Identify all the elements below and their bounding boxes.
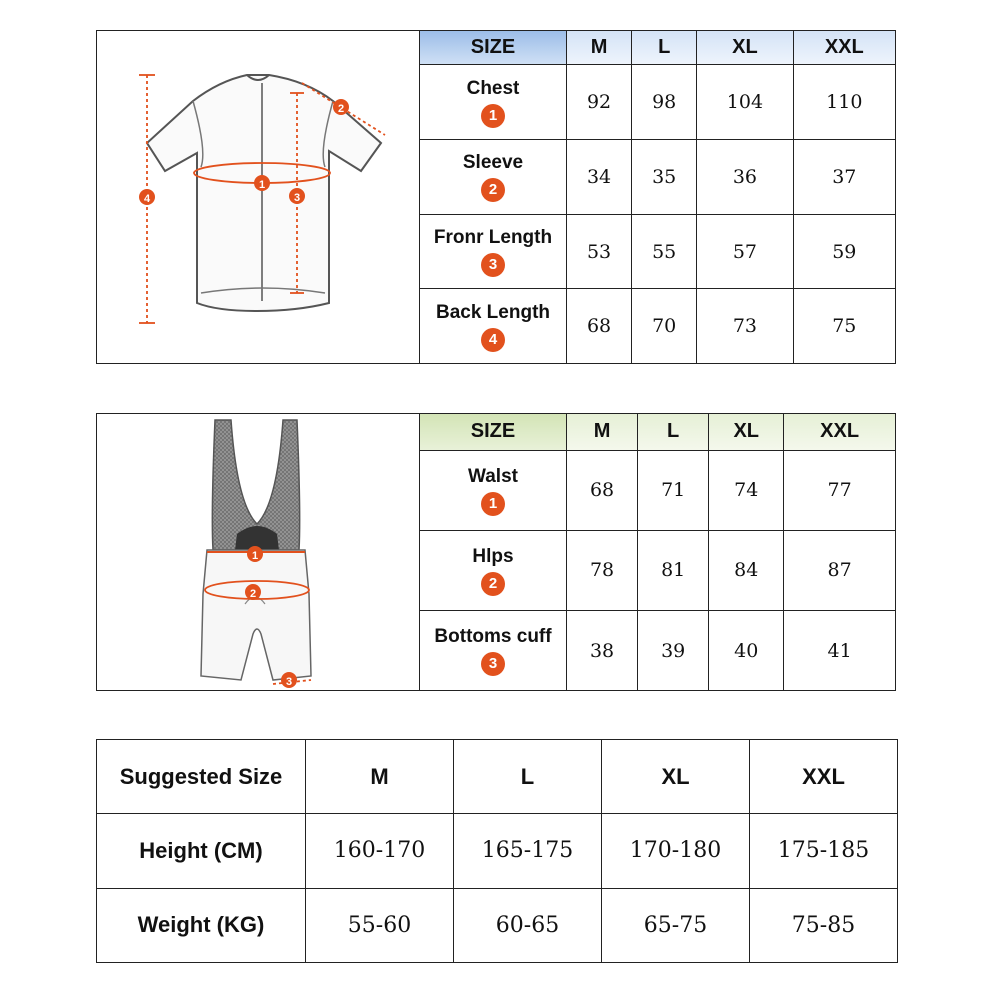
- number-badge: 4: [481, 328, 505, 352]
- table-header-row: [420, 31, 895, 65]
- suggested-size-table: [96, 739, 898, 963]
- row-label-cell: [420, 530, 567, 610]
- value-cell: 71: [638, 450, 709, 530]
- jersey-size-panel: [96, 30, 896, 364]
- value-cell: 84: [709, 530, 784, 610]
- value-cell: 38: [567, 611, 638, 690]
- value-cell: 81: [638, 530, 709, 610]
- value-cell: 165-175: [454, 814, 602, 888]
- size-col-m: M: [567, 414, 638, 450]
- bib-size-table: [420, 414, 895, 690]
- measure-label: Walst: [468, 465, 518, 487]
- value-cell: 77: [784, 450, 895, 530]
- value-cell: 35: [632, 140, 697, 215]
- value-cell: 55: [632, 214, 697, 289]
- value-cell: 37: [793, 140, 895, 215]
- height-label: Height (CM): [97, 814, 306, 888]
- value-cell: 74: [709, 450, 784, 530]
- size-col-l: L: [638, 414, 709, 450]
- size-col-xxl: XXL: [784, 414, 895, 450]
- value-cell: 36: [697, 140, 793, 215]
- size-col-xxl: XXL: [793, 31, 895, 65]
- weight-label: Weight (KG): [97, 888, 306, 962]
- svg-text:2: 2: [337, 103, 345, 115]
- svg-text:3: 3: [285, 676, 293, 688]
- measure-label: Hlps: [472, 545, 514, 567]
- value-cell: 70: [632, 289, 697, 363]
- table-row: [420, 214, 895, 289]
- value-cell: 110: [793, 65, 895, 140]
- number-badge: 1: [481, 104, 505, 128]
- svg-text:1: 1: [258, 179, 266, 191]
- row-label-cell: [420, 611, 567, 690]
- value-cell: 68: [567, 289, 632, 363]
- row-label-cell: [420, 289, 567, 363]
- measure-label: Fronr Length: [433, 227, 553, 249]
- value-cell: 57: [697, 214, 793, 289]
- suggested-size-header: Suggested Size: [97, 740, 306, 814]
- row-label-cell: [420, 450, 567, 530]
- size-col-m: M: [306, 740, 454, 814]
- jersey-illustration: [97, 31, 420, 363]
- value-cell: 73: [697, 289, 793, 363]
- value-cell: 60-65: [454, 888, 602, 962]
- jersey-size-table: [420, 31, 895, 363]
- number-badge: 3: [481, 253, 505, 277]
- size-col-xxl: XXL: [750, 740, 898, 814]
- value-cell: 53: [567, 214, 632, 289]
- size-col-xl: XL: [709, 414, 784, 450]
- value-cell: 175-185: [750, 814, 898, 888]
- size-col-m: M: [567, 31, 632, 65]
- value-cell: 41: [784, 611, 895, 690]
- size-col-l: L: [632, 31, 697, 65]
- table-row: [97, 814, 898, 888]
- size-header: SIZE: [420, 31, 567, 65]
- number-badge: 2: [481, 178, 505, 202]
- size-col-xl: XL: [602, 740, 750, 814]
- value-cell: 104: [697, 65, 793, 140]
- bib-diagram: [97, 414, 419, 690]
- row-label-cell: [420, 65, 567, 140]
- table-row: [420, 611, 895, 690]
- value-cell: 78: [567, 530, 638, 610]
- value-cell: 75: [793, 289, 895, 363]
- table-row: [420, 530, 895, 610]
- jersey-diagram: [97, 31, 419, 363]
- measure-label: Back Length: [435, 301, 551, 323]
- value-cell: 39: [638, 611, 709, 690]
- number-badge: 1: [481, 492, 505, 516]
- size-col-l: L: [454, 740, 602, 814]
- svg-text:1: 1: [251, 550, 259, 562]
- measure-label: Bottoms cuff: [434, 626, 552, 648]
- table-row: [420, 450, 895, 530]
- value-cell: 40: [709, 611, 784, 690]
- value-cell: 55-60: [306, 888, 454, 962]
- svg-text:4: 4: [143, 193, 151, 205]
- table-header-row: [420, 414, 895, 450]
- number-badge: 3: [481, 652, 505, 676]
- value-cell: 59: [793, 214, 895, 289]
- value-cell: 87: [784, 530, 895, 610]
- svg-text:2: 2: [249, 588, 257, 600]
- value-cell: 160-170: [306, 814, 454, 888]
- value-cell: 34: [567, 140, 632, 215]
- bib-illustration: [97, 414, 420, 690]
- value-cell: 92: [567, 65, 632, 140]
- value-cell: 68: [567, 450, 638, 530]
- size-col-xl: XL: [697, 31, 793, 65]
- value-cell: 98: [632, 65, 697, 140]
- svg-text:3: 3: [293, 192, 301, 204]
- measure-label: Sleeve: [462, 152, 524, 174]
- size-header: SIZE: [420, 414, 567, 450]
- table-row: [420, 289, 895, 363]
- bib-size-panel: [96, 413, 896, 691]
- value-cell: 75-85: [750, 888, 898, 962]
- row-label-cell: [420, 140, 567, 215]
- table-row: [97, 888, 898, 962]
- measure-label: Chest: [466, 77, 520, 99]
- table-row: [420, 140, 895, 215]
- table-header-row: [97, 740, 898, 814]
- number-badge: 2: [481, 572, 505, 596]
- row-label-cell: [420, 214, 567, 289]
- value-cell: 170-180: [602, 814, 750, 888]
- table-row: [420, 65, 895, 140]
- value-cell: 65-75: [602, 888, 750, 962]
